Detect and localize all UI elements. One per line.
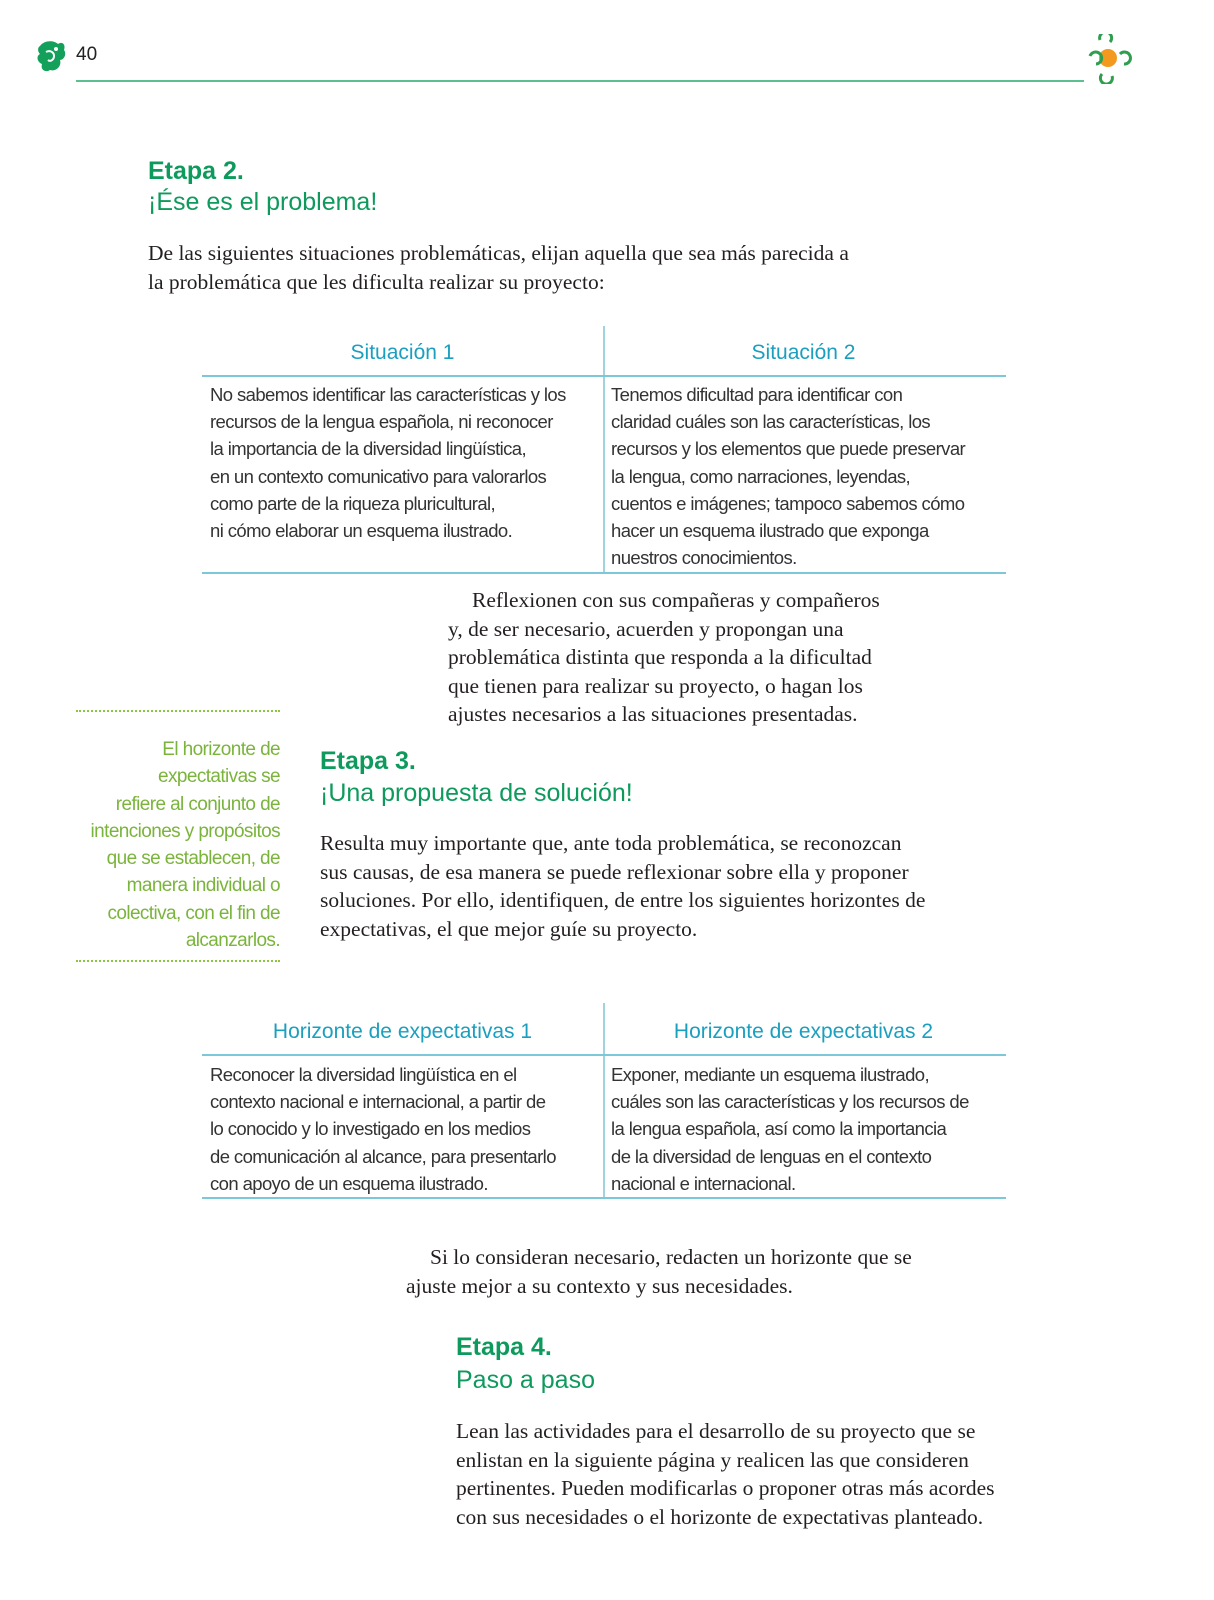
situations-table — [202, 326, 1006, 574]
note-line: alcanzarlos. — [185, 930, 280, 952]
note-line: colectiva, con el fin de — [107, 902, 280, 924]
cell-line: contexto nacional e internacional, a partir de — [210, 1091, 546, 1113]
cell-line: la importancia de la diversidad lingüística, — [210, 438, 527, 460]
situation-1-header: Situación 1 — [350, 341, 455, 364]
paragraph-line: pertinentes. Pueden modificarlas o proponer otras más acordes — [456, 1476, 995, 1500]
horizon-1-header: Horizonte de expectativas 1 — [272, 1020, 533, 1043]
paragraph-line: ajustes necesarios a las situaciones presentadas. — [448, 702, 858, 726]
etapa4-title: Etapa 4. — [456, 1333, 552, 1361]
header-rule — [76, 80, 1084, 82]
etapa3-intro — [320, 829, 925, 943]
colored-circles-icon — [1086, 34, 1140, 84]
etapa4-intro — [456, 1417, 995, 1531]
cell-line: lo conocido y lo investigado en los medios — [210, 1118, 531, 1140]
situation-2-text — [611, 381, 965, 571]
paragraph-line: y, de ser necesario, acuerden y propongan una — [448, 616, 844, 641]
etapa2-subtitle: ¡Ése es el problema! — [148, 188, 378, 216]
cell-line: nuestros conocimientos. — [611, 547, 797, 569]
situation-1-text — [210, 381, 566, 544]
cell-line: hacer un esquema ilustrado que exponga — [611, 520, 929, 542]
paragraph-line: Si lo consideran necesario, redacten un horizonte que se — [430, 1245, 912, 1269]
paragraph-line: Reflexionen con sus compañeras y compañeros — [472, 588, 880, 612]
cell-line: con apoyo de un esquema ilustrado. — [210, 1172, 488, 1194]
consider-paragraph — [406, 1243, 912, 1300]
paragraph-line: problemática distinta que responda a la dificultad — [448, 645, 872, 669]
paragraph-line: Lean las actividades para el desarrollo de su proyecto que se — [456, 1419, 976, 1443]
paragraph-line: De las siguientes situaciones problemáticas, elijan aquella que sea más parecida a — [148, 241, 849, 265]
note-line: que se establecen, de — [106, 848, 280, 870]
cell-line: recursos de la lengua española, ni reconocer — [210, 411, 553, 433]
cell-line: en un contexto comunicativo para valorarlos — [210, 465, 547, 487]
cell-line: de comunicación al alcance, para presentarlo — [210, 1145, 556, 1167]
paragraph-line: sus causas, de esa manera se puede reflexionar sobre ella y proponer — [320, 859, 909, 884]
cell-line: Reconocer la diversidad lingüística en el — [210, 1064, 517, 1085]
note-line: El horizonte de — [162, 739, 280, 760]
cell-line: de la diversidad de lenguas en el contexto — [611, 1145, 932, 1167]
header-divider — [202, 375, 1006, 377]
horizon-2-header: Horizonte de expectativas 2 — [673, 1020, 934, 1043]
note-line: expectativas se — [158, 766, 280, 788]
side-note — [70, 736, 280, 954]
reflexion-paragraph — [448, 586, 880, 729]
side-note-bottom-rule — [76, 960, 280, 962]
cell-line: Tenemos dificultad para identificar con — [611, 384, 903, 405]
paragraph-line: expectativas, el que mejor guíe su proyecto. — [320, 916, 698, 941]
cell-line: cuentos e imágenes; tampoco sabemos cómo — [611, 492, 965, 514]
etapa4-subtitle: Paso a paso — [456, 1366, 595, 1394]
paragraph-line: enlistan en la siguiente página y realicen las que consideren — [456, 1447, 969, 1472]
cell-line: claridad cuáles son las características, los — [611, 411, 931, 433]
cell-line: como parte de la riqueza pluricultural, — [210, 492, 496, 514]
paragraph-line: la problemática que les dificulta realizar su proyecto: — [148, 269, 605, 294]
horizons-table — [202, 1003, 1006, 1199]
cell-line: recursos y los elementos que puede preservar — [611, 438, 966, 460]
green-leaf-logo-icon — [36, 38, 68, 74]
cell-line: nacional e internacional. — [611, 1172, 796, 1194]
etapa2-title: Etapa 2. — [148, 157, 244, 185]
horizon-2-text — [611, 1061, 969, 1197]
etapa2-intro — [148, 239, 849, 296]
cell-line: la lengua española, así como la importancia — [611, 1118, 947, 1140]
cell-line: cuáles son las características y los recursos de — [611, 1091, 969, 1113]
horizon-1-text — [210, 1061, 556, 1197]
paragraph-line: que tienen para realizar su proyecto, o hagan los — [448, 673, 863, 698]
note-line: manera individual o — [126, 875, 280, 897]
side-note-top-rule — [76, 710, 280, 712]
header-divider — [202, 1054, 1006, 1056]
etapa3-title: Etapa 3. — [320, 747, 416, 775]
page-number: 40 — [76, 44, 98, 65]
cell-line: la lengua, como narraciones, leyendas, — [611, 465, 911, 487]
paragraph-line: soluciones. Por ello, identifiquen, de entre los siguientes horizontes de — [320, 888, 926, 912]
cell-line: Exponer, mediante un esquema ilustrado, — [611, 1064, 930, 1085]
etapa3-subtitle: ¡Una propuesta de solución! — [320, 779, 633, 807]
note-line: intenciones y propósitos — [90, 820, 280, 842]
paragraph-line: Resulta muy importante que, ante toda problemática, se reconozcan — [320, 831, 902, 855]
cell-line: ni cómo elaborar un esquema ilustrado. — [210, 520, 513, 542]
situation-2-header: Situación 2 — [751, 341, 856, 364]
note-line: refiere al conjunto de — [115, 793, 280, 815]
paragraph-line: ajuste mejor a su contexto y sus necesidades. — [406, 1273, 793, 1298]
cell-line: No sabemos identificar las características y los — [210, 384, 566, 405]
table-bottom-rule — [202, 1197, 1006, 1199]
table-bottom-rule — [202, 572, 1006, 574]
paragraph-line: con sus necesidades o el horizonte de expectativas planteado. — [456, 1504, 984, 1529]
